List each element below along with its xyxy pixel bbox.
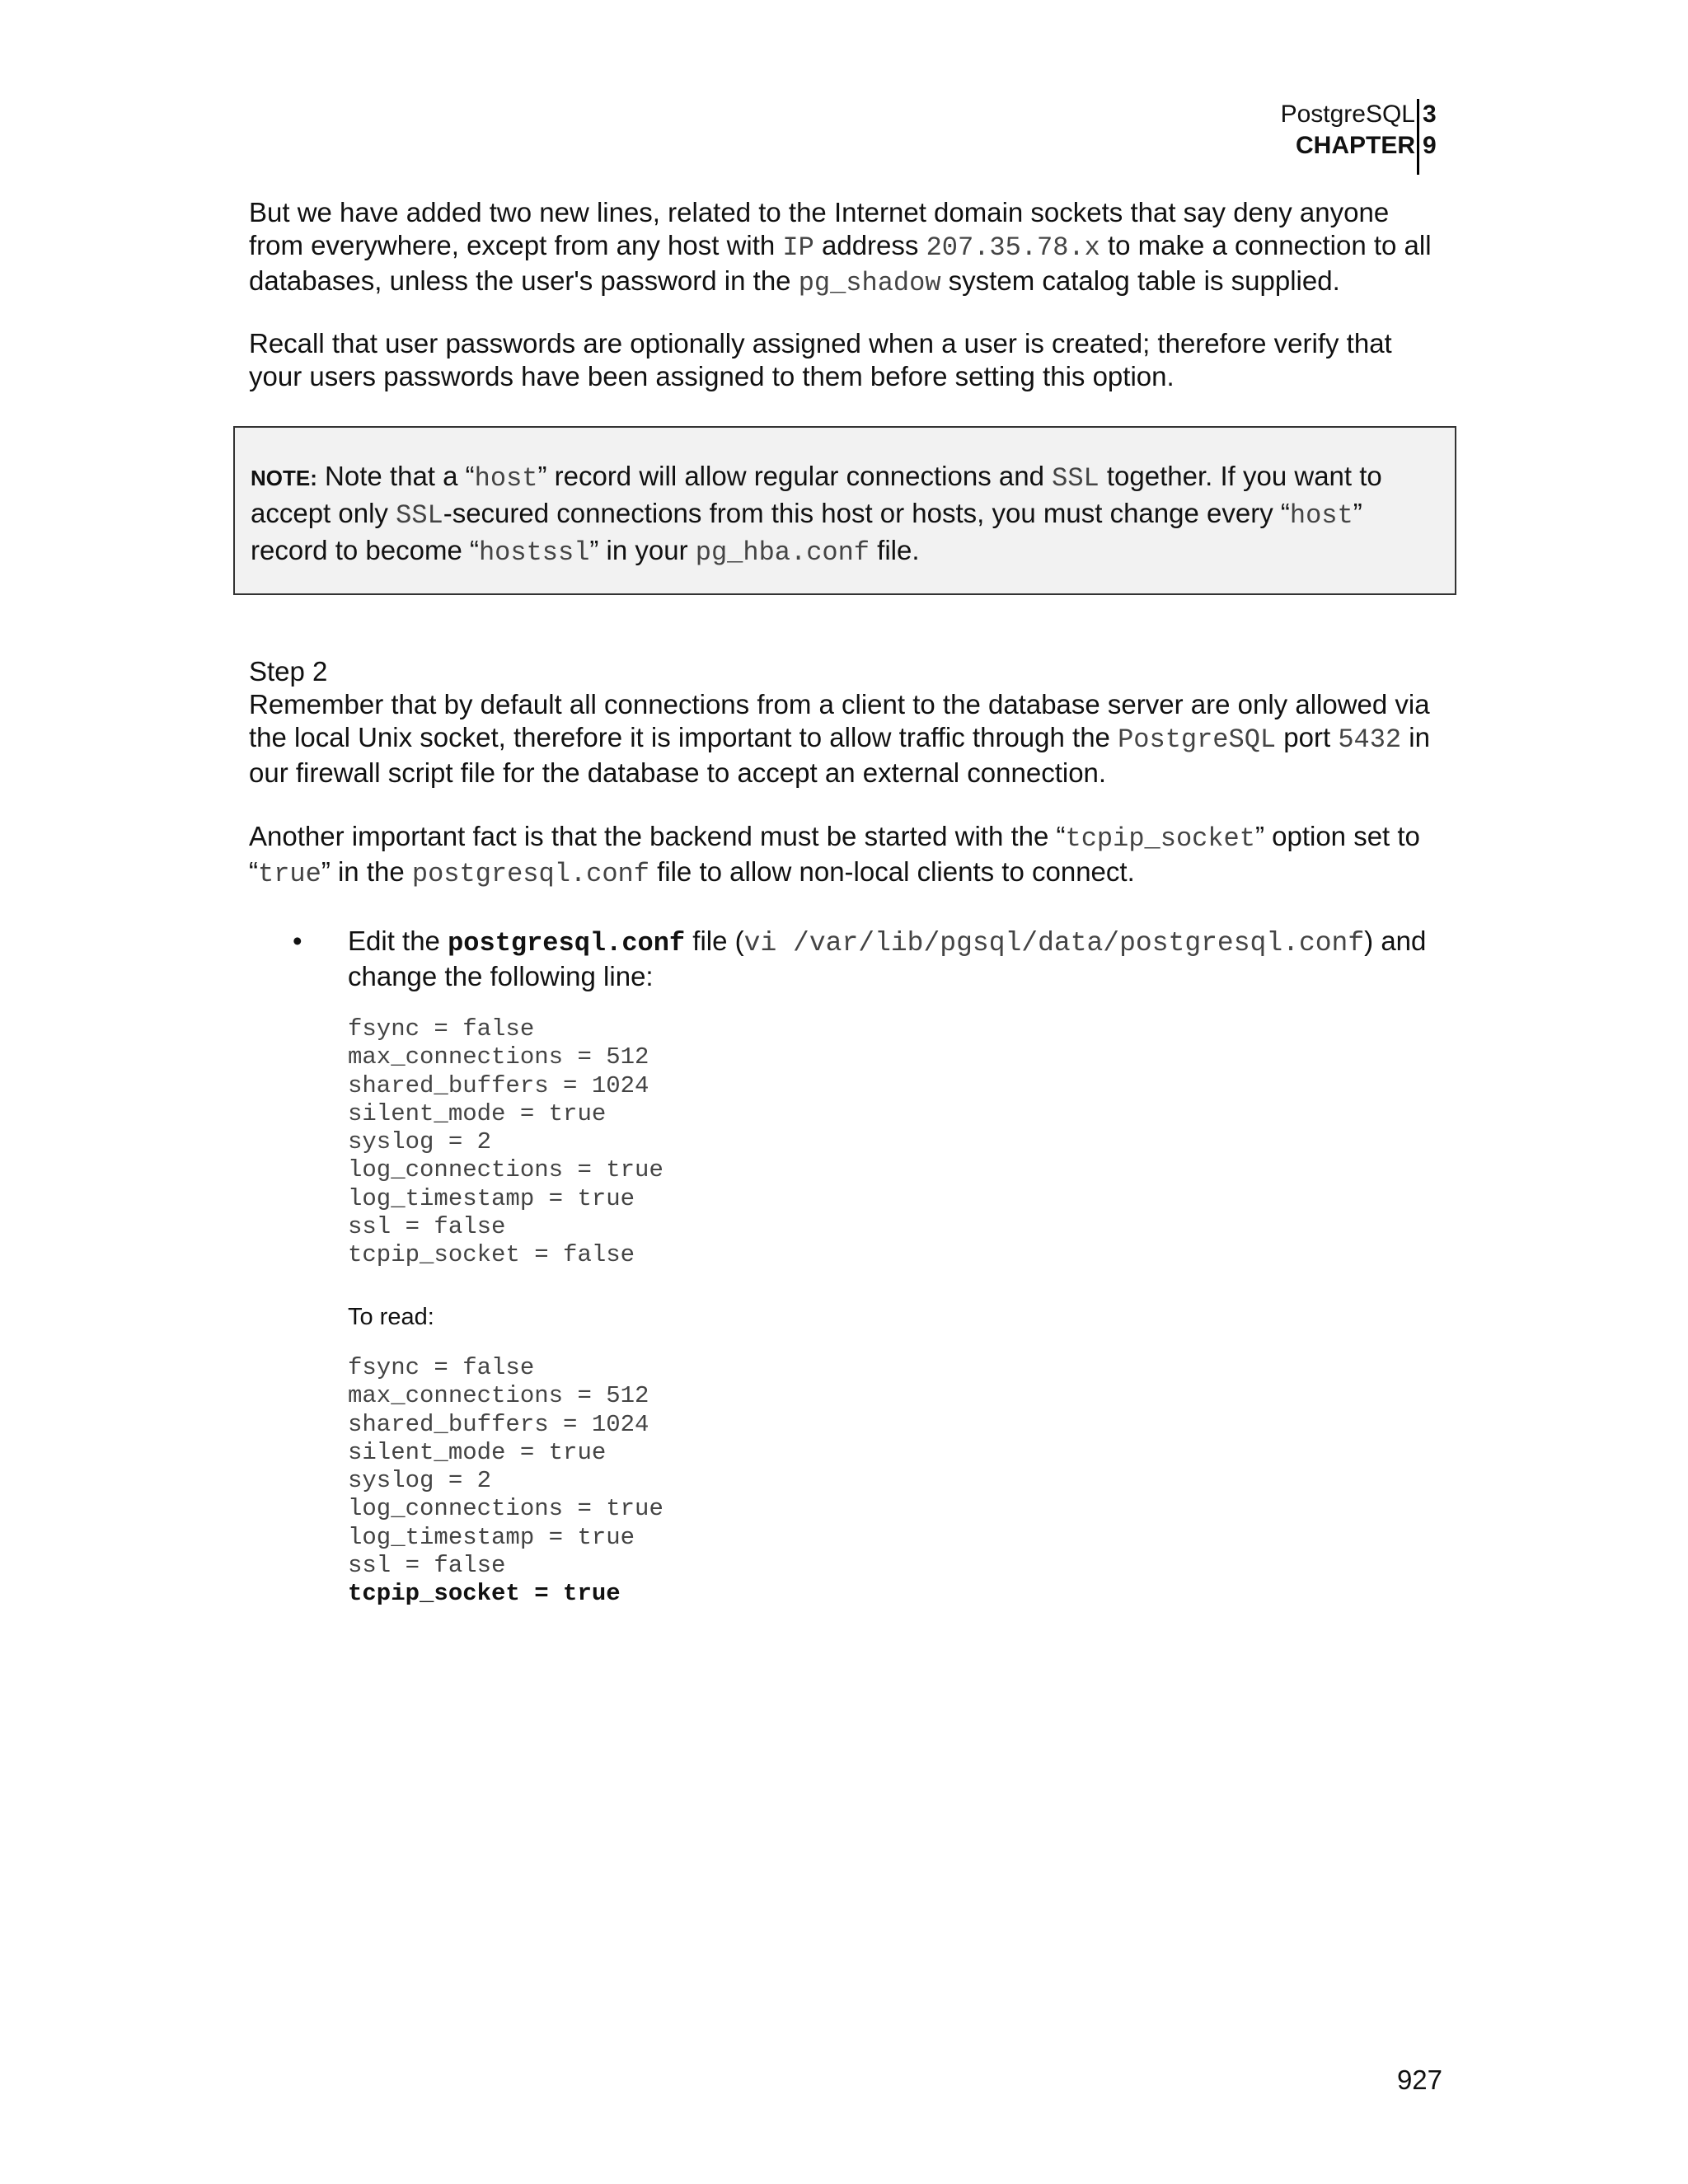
code-pg-shadow: pg_shadow (798, 268, 941, 298)
code-highlight-line: tcpip_socket = true (348, 1580, 621, 1608)
bullet-icon: • (293, 926, 302, 956)
text: ” record will allow regular connections and (537, 461, 1053, 491)
code-vi-command: vi /var/lib/pgsql/data/postgresql.conf (743, 928, 1365, 958)
code-ssl: SSL (396, 500, 443, 531)
text: Edit the (348, 926, 448, 956)
text: file ( (685, 926, 744, 956)
paragraph-recall-passwords: Recall that user passwords are optionally assigned when a user is created; therefore verify that your users passwords have been assigned to them before setting this option. (249, 328, 1392, 391)
note-prefix: NOTE: (251, 466, 317, 490)
text: system catalog table is supplied. (940, 265, 1340, 296)
text: address (814, 230, 926, 260)
header-chapter-digit-2: 9 (1423, 132, 1437, 159)
code-block-after (348, 1354, 663, 1609)
text: file to allow non-local clients to connect. (649, 856, 1135, 887)
note-box (233, 426, 1456, 595)
code-after-lines: fsync = false max_connections = 512 shared_buffers = 1024 silent_mode = true syslog = 2 log_connections = true log_timestamp = true ssl = false (348, 1354, 663, 1580)
code-host: host (1289, 500, 1353, 531)
code-ip-address: 207.35.78.x (926, 232, 1100, 263)
code-postgresql-conf-bold: postgresql.conf (448, 928, 686, 958)
header-chapter-digit-1: 3 (1423, 101, 1437, 128)
text: to make a connection to all databases, unless the user's password in the (249, 230, 1432, 296)
code-host: host (474, 463, 538, 494)
code-port: 5432 (1338, 724, 1402, 755)
text: ” in your (589, 535, 696, 565)
code-postgresql-conf: postgresql.conf (411, 859, 649, 889)
text: port (1276, 722, 1339, 752)
running-header (1203, 99, 1442, 175)
bullet-text (348, 925, 1444, 993)
header-chapter-label: CHAPTER (1295, 132, 1415, 159)
paragraph-internet-sockets (249, 196, 1444, 300)
header-labels (1281, 99, 1415, 162)
code-ip: IP (782, 232, 814, 263)
text: together. If you want to accept only (251, 461, 1382, 528)
text: ) and change the following line: (348, 926, 1427, 991)
text: ” option set to “ (249, 821, 1420, 887)
text: But we have added two new lines, related to the Internet domain sockets that say deny anyone from everywhere, except from any host with (249, 197, 1390, 260)
text: Note that a “ (316, 461, 475, 491)
code-postgresql: PostgreSQL (1118, 724, 1277, 755)
step-2-paragraph (249, 688, 1444, 790)
text: ” in the (321, 856, 412, 887)
header-divider (1417, 99, 1419, 175)
text: Remember that by default all connections from a client to the database server are only allowed via the local Unix socket, therefore it is important to allow traffic through the (249, 689, 1430, 752)
header-product: PostgreSQL (1280, 101, 1415, 128)
code-hostssl: hostssl (478, 537, 590, 568)
text: ” record to become “ (251, 498, 1362, 565)
header-chapter-number (1423, 99, 1442, 162)
step-2-title: Step 2 (249, 656, 328, 687)
code-block-before: fsync = false max_connections = 512 shared_buffers = 1024 silent_mode = true syslog = 2 log_connections = true log_timestamp = true ssl = false tcpip_socket = false (348, 1015, 663, 1269)
to-read-label: To read: (348, 1304, 434, 1330)
note-text (251, 459, 1437, 570)
page-number: 927 (1396, 2064, 1442, 2095)
code-pg-hba-conf: pg_hba.conf (695, 537, 870, 568)
code-true: true (258, 859, 321, 889)
paragraph-tcpip-socket (249, 820, 1444, 891)
code-ssl: SSL (1052, 463, 1100, 494)
text: Another important fact is that the backend must be started with the “ (249, 821, 1066, 851)
text: -secured connections from this host or hosts, you must change every “ (443, 498, 1290, 528)
step-2-section (249, 655, 1444, 790)
text: in our firewall script file for the database to accept an external connection. (249, 722, 1430, 788)
code-tcpip-socket: tcpip_socket (1065, 823, 1255, 854)
text: file. (870, 535, 920, 565)
